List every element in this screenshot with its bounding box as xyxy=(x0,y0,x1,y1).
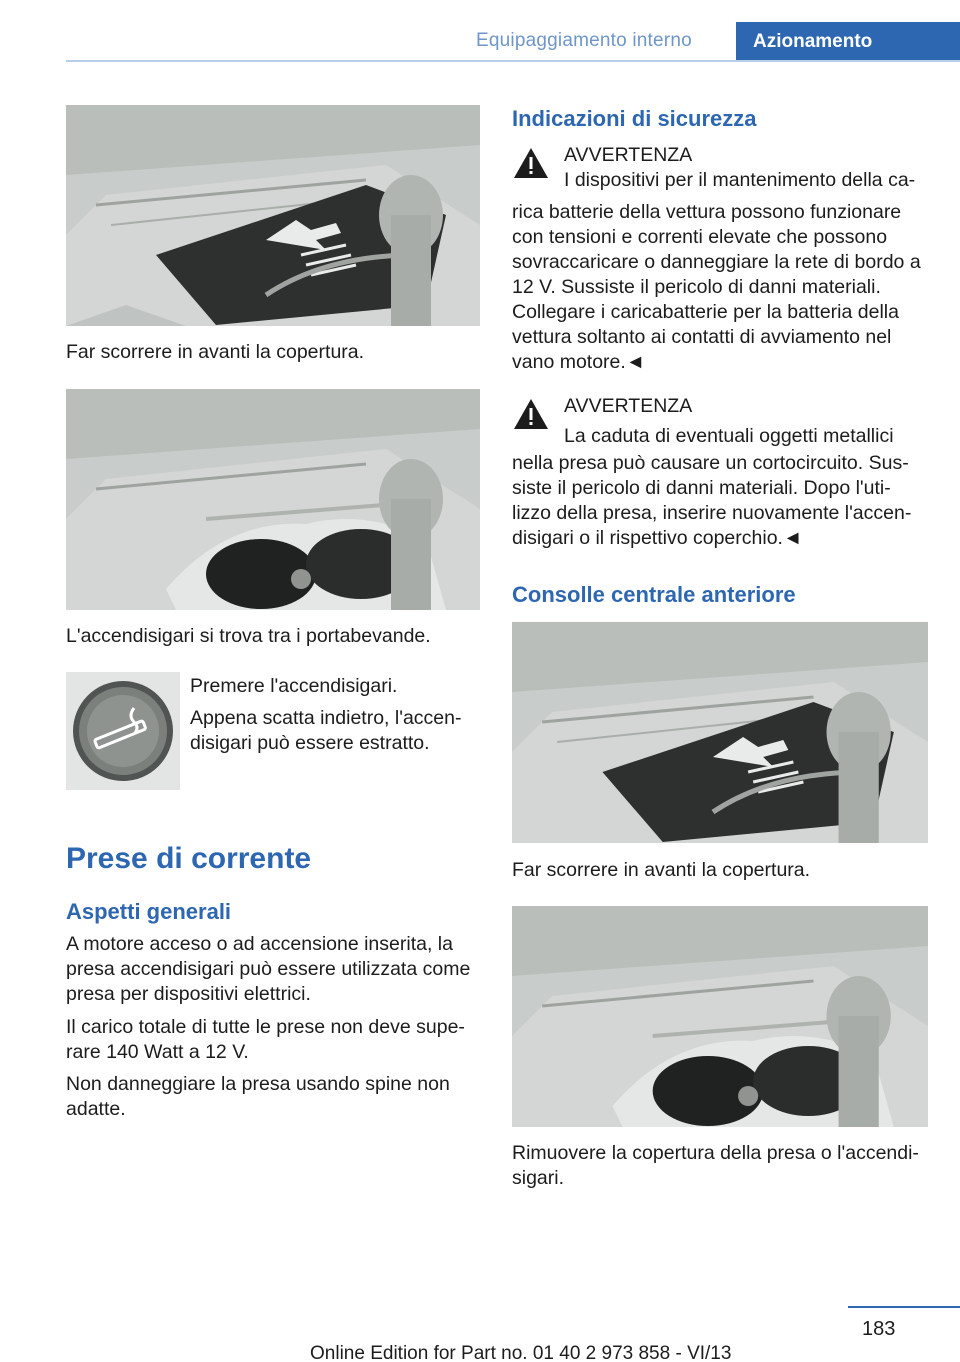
page-number: 183 xyxy=(862,1318,896,1340)
photo-cup-holders xyxy=(66,389,480,610)
footer-edition: Online Edition for Part no. 01 40 2 973 858 - VI/13 xyxy=(310,1343,732,1362)
warning-triangle-icon xyxy=(512,146,550,180)
caption-photo-4-line-2: sigari. xyxy=(512,1167,565,1189)
warning-1-first-line: I dispositivi per il mantenimento della ca‐ xyxy=(564,169,916,191)
warning-triangle-icon xyxy=(512,397,550,431)
warning-2-line: lizzo della presa, inserire nuovamente l'accen‐ xyxy=(512,502,912,524)
warning-2-title: AVVERTENZA xyxy=(564,395,693,417)
warning-1-line: 12 V. Sussiste il pericolo di danni materiali. xyxy=(512,276,881,298)
lighter-instruction-2-line-2: disigari può essere estratto. xyxy=(190,732,430,754)
caption-photo-2: L'accendisigari si trova tra i portabevande. xyxy=(66,625,431,647)
header-rule xyxy=(66,60,960,62)
warning-1-line: vano motore.◄ xyxy=(512,351,646,373)
paragraph-general-2-line-1: Il carico totale di tutte le prese non deve supe‐ xyxy=(66,1016,465,1038)
warning-1-title: AVVERTENZA xyxy=(564,144,693,166)
warning-1-line: rica batterie della vettura possono funzionare xyxy=(512,201,902,223)
warning-1-line: Collegare i caricabatterie per la batteria della xyxy=(512,301,899,323)
header-section-title: Equipaggiamento interno xyxy=(476,30,692,51)
cigarette-lighter-button-image xyxy=(66,672,180,790)
photo-console-sliding-cover xyxy=(512,622,928,843)
paragraph-general-1-line-3: presa per dispositivi elettrici. xyxy=(66,983,311,1005)
photo-sliding-cover xyxy=(66,105,480,326)
paragraph-general-2-line-2: rare 140 Watt a 12 V. xyxy=(66,1041,249,1063)
warning-1-line: vettura soltanto ai contatti di avviamento nel xyxy=(512,326,892,348)
caption-photo-3: Far scorrere in avanti la copertura. xyxy=(512,859,811,881)
lighter-instruction-1: Premere l'accendisigari. xyxy=(190,675,398,697)
footer-rule xyxy=(848,1306,960,1308)
caption-photo-1: Far scorrere in avanti la copertura. xyxy=(66,341,365,363)
header-chapter-tab: Azionamento xyxy=(736,22,960,62)
lighter-instruction-2-line-1: Appena scatta indietro, l'accen‐ xyxy=(190,707,462,729)
heading-power-sockets: Prese di corrente xyxy=(66,842,312,875)
warning-2-line: nella presa può causare un cortocircuito. Sus‐ xyxy=(512,452,909,474)
warning-1-line: sovraccaricare o danneggiare la rete di bordo a xyxy=(512,251,921,273)
paragraph-general-1-line-2: presa accendisigari può essere utilizzata come xyxy=(66,958,471,980)
warning-1-line: con tensioni e correnti elevate che possono xyxy=(512,226,888,248)
heading-general-aspects: Aspetti generali xyxy=(66,899,232,924)
heading-front-centre-console: Consolle centrale anteriore xyxy=(512,582,796,607)
warning-2-line: disigari o il rispettivo coperchio.◄ xyxy=(512,527,803,549)
warning-2-first-line: La caduta di eventuali oggetti metallici xyxy=(564,425,894,447)
paragraph-general-1-line-1: A motore acceso o ad accensione inserita, la xyxy=(66,933,453,955)
caption-photo-4-line-1: Rimuovere la copertura della presa o l'accendi‐ xyxy=(512,1142,919,1164)
warning-2-line: siste il pericolo di danni materiali. Dopo l'uti‐ xyxy=(512,477,891,499)
heading-safety-notes: Indicazioni di sicurezza xyxy=(512,106,757,131)
paragraph-general-3-line-1: Non danneggiare la presa usando spine non xyxy=(66,1073,450,1095)
paragraph-general-3-line-2: adatte. xyxy=(66,1098,126,1120)
photo-console-socket xyxy=(512,906,928,1127)
